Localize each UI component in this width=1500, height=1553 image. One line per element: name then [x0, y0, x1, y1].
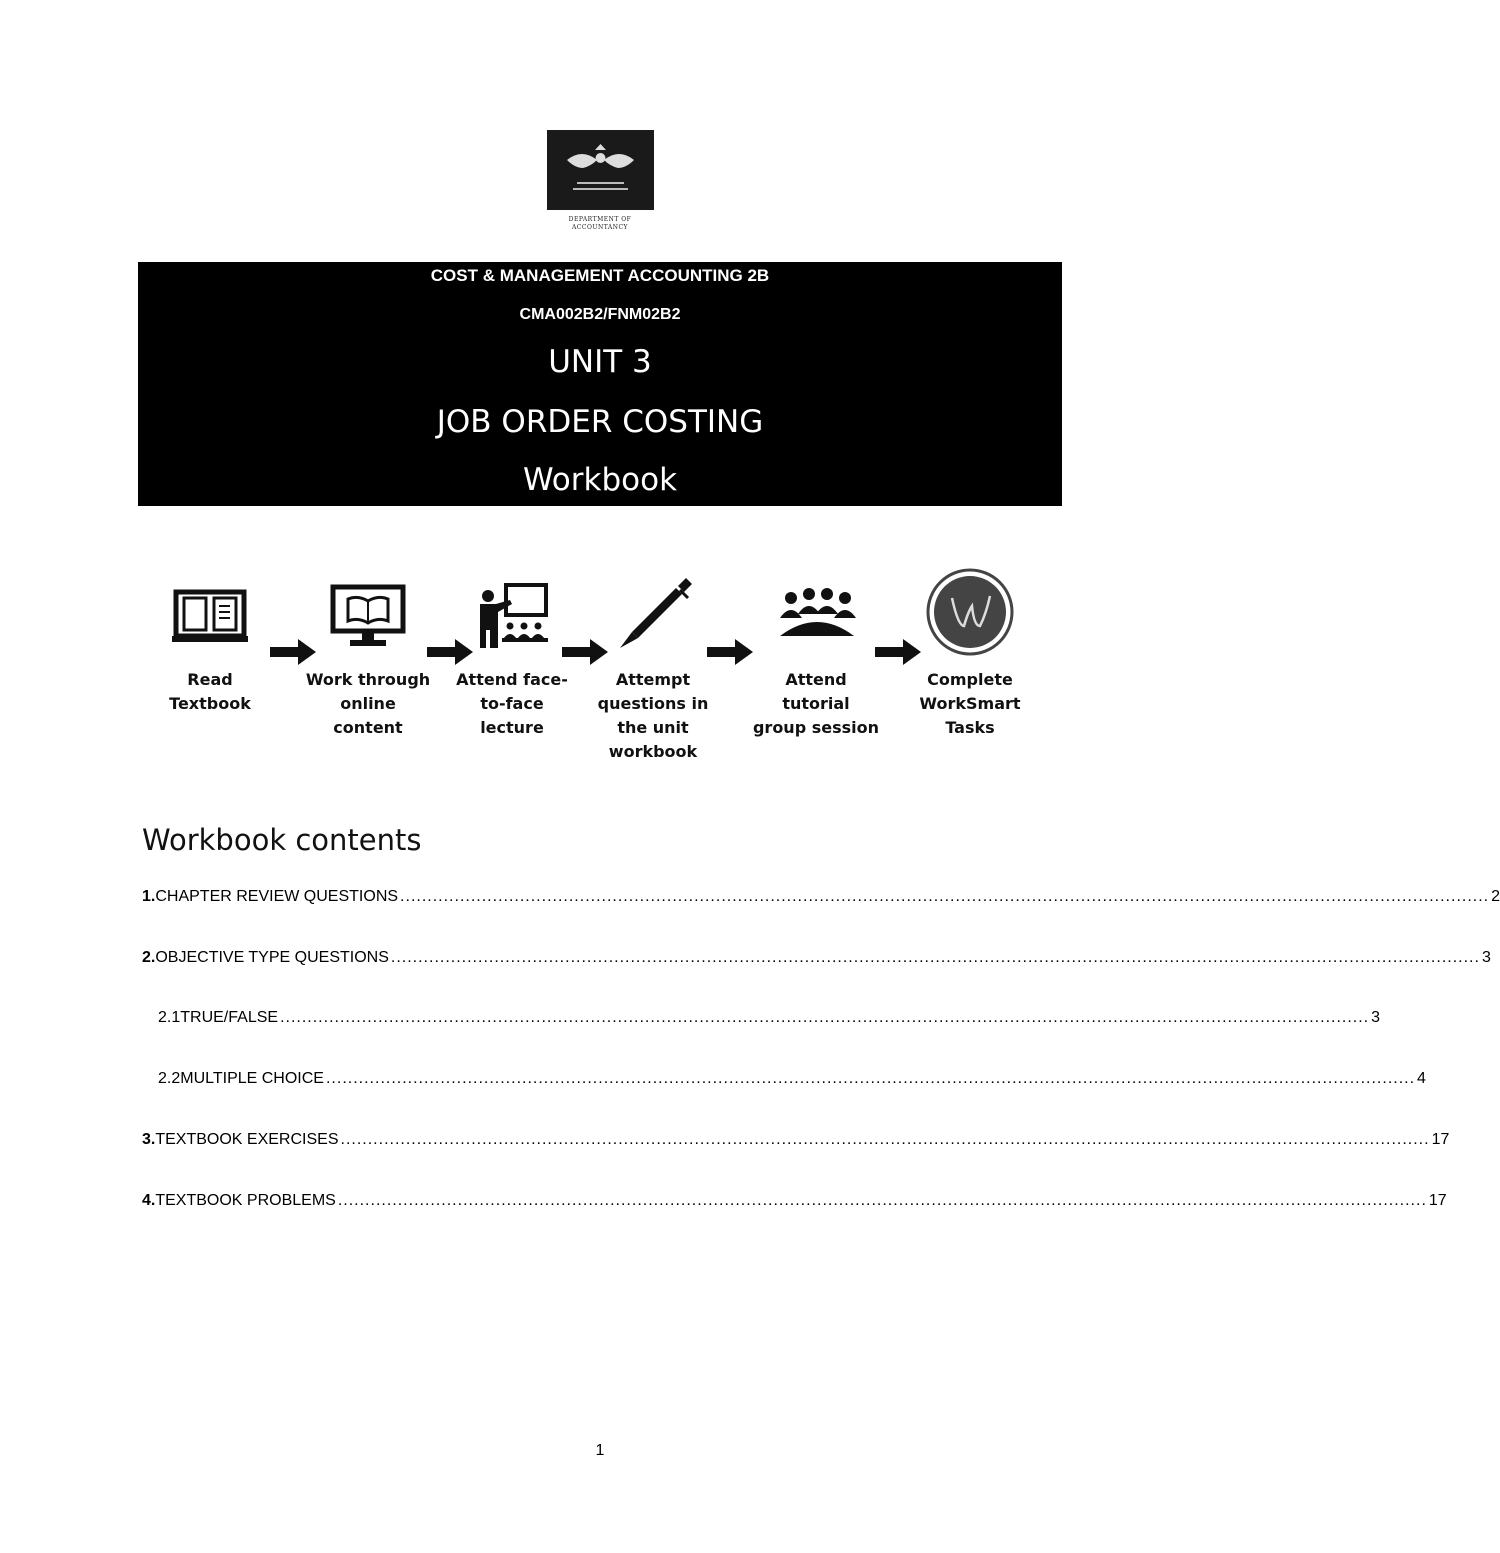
toc-leader: ........................................................................................................................................................................................................ [337, 1192, 1427, 1209]
toc-number: 4. [142, 1192, 156, 1209]
book-icon [172, 586, 248, 644]
step-label: Read Textbook [169, 670, 251, 713]
toc-number: 2.1 [158, 1009, 181, 1026]
arrow-icon [707, 639, 753, 665]
lecture-icon [476, 582, 550, 650]
toc-number: 2. [142, 949, 156, 966]
step-label: Work through online content [305, 670, 431, 737]
toc-item[interactable] [158, 1066, 1426, 1088]
department-caption: DEPARTMENT OF ACCOUNTANCY [568, 216, 632, 231]
topic-title: JOB ORDER COSTING [436, 404, 764, 440]
group-icon [778, 586, 856, 640]
step-label: Complete WorkSmart Tasks [919, 670, 1021, 737]
step-online-content [300, 580, 436, 750]
toc-title: TRUE/FALSE [180, 1009, 279, 1026]
toc-page: 3 [1371, 1009, 1381, 1026]
toc-number: 3. [142, 1131, 156, 1148]
toc-title: MULTIPLE CHOICE [180, 1070, 324, 1087]
title-banner [138, 262, 1062, 506]
toc-item[interactable] [158, 1005, 1381, 1027]
step-tutorial-group-session [748, 580, 884, 750]
step-face-to-face-lecture [450, 580, 574, 750]
toc-page: 4 [1417, 1070, 1426, 1087]
toc-item[interactable] [142, 884, 1500, 906]
toc-page: 17 [1428, 1192, 1447, 1209]
step-attempt-questions [590, 576, 716, 772]
toc-number: 2.2 [158, 1070, 181, 1087]
toc-item[interactable] [142, 1188, 1447, 1210]
step-label: Attend tutorial group session [752, 670, 880, 737]
monitor-book-icon [330, 584, 406, 648]
toc-page: 2 [1491, 888, 1500, 905]
document-type: Workbook [522, 462, 678, 498]
toc-leader: ........................................................................................................................................................................................................ [340, 1131, 1430, 1148]
toc-title: OBJECTIVE TYPE QUESTIONS [155, 949, 389, 966]
toc-number: 1. [142, 888, 156, 905]
step-worksmart-tasks [906, 568, 1034, 748]
page-number: 1 [595, 1442, 605, 1459]
toc-leader: ........................................................................................................................................................................................................ [390, 949, 1480, 966]
course-name: COST & MANAGEMENT ACCOUNTING 2B [430, 266, 770, 285]
toc-title: TEXTBOOK EXERCISES [155, 1131, 339, 1148]
worksmart-logo-icon [924, 568, 1016, 656]
step-read-textbook [150, 580, 270, 720]
unit-title: UNIT 3 [548, 344, 652, 380]
toc-page: 3 [1481, 949, 1491, 966]
toc-item[interactable] [142, 1127, 1450, 1149]
toc-leader: ........................................................................................................................................................................................................ [280, 1009, 1370, 1026]
university-logo [0, 130, 1200, 215]
toc-page: 17 [1431, 1131, 1450, 1148]
step-label: Attend face- to-face lecture [456, 670, 568, 737]
course-code: CMA002B2/FNM02B2 [519, 306, 681, 323]
toc-leader: ........................................................................................................................................................................................................ [400, 888, 1490, 905]
toc-title: CHAPTER REVIEW QUESTIONS [155, 888, 399, 905]
step-label: Attempt questions in the unit workbook [597, 670, 709, 761]
toc-leader: ........................................................................................................................................................................................................ [325, 1070, 1416, 1087]
toc-title: TEXTBOOK PROBLEMS [155, 1192, 336, 1209]
pen-icon [614, 576, 694, 650]
toc-item[interactable] [142, 945, 1491, 967]
contents-heading: Workbook contents [142, 823, 422, 857]
university-crest-icon [547, 130, 654, 210]
